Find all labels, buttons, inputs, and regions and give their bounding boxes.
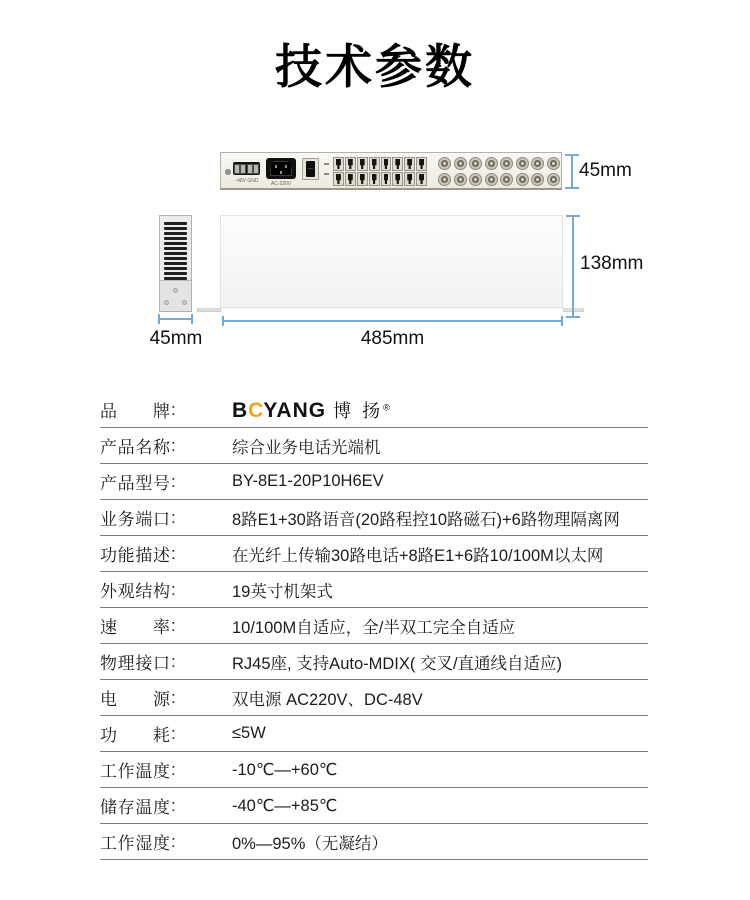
side-width-dimension [158,318,193,320]
spec-row [100,608,648,644]
spec-row [100,644,648,680]
vent-slot [164,272,187,275]
spec-row [100,572,648,608]
spec-label: 产品型号 [100,474,170,493]
spec-value: 0%—95%（无凝结） [232,834,388,853]
spec-colon: : [171,543,176,563]
vent-slot [164,237,187,240]
rj45-port [345,157,356,171]
spec-colon: : [171,795,176,815]
spec-colon: : [171,471,176,491]
rj45-port [369,172,380,186]
indicator-mark [324,163,329,165]
front-height-dimension [571,154,573,189]
mounting-ear [197,308,221,312]
rj45-port [381,157,392,171]
vent-slot [164,257,187,260]
spec-value: ≤5W [232,724,266,742]
bnc-connector [485,157,498,170]
spec-row [100,392,648,428]
screw-hole [182,300,187,305]
rj45-port [357,157,368,171]
spec-colon: : [171,399,176,419]
vent-slot [164,242,187,245]
top-width-label: 485mm [360,328,425,349]
brand-logo-b: B [232,398,249,422]
spec-row [100,500,648,536]
page-title: 技术参数 [275,40,475,93]
vent-slot [164,252,187,255]
spec-value: 在光纤上传输30路电话+8路E1+6路10/100M以太网 [232,546,604,565]
spec-colon: : [171,723,176,743]
bnc-connector [531,157,544,170]
spec-value: 19英寸机架式 [232,582,333,601]
spec-row [100,752,648,788]
bnc-connector [547,157,560,170]
spec-row [100,464,648,500]
spec-label: 工作湿度 [100,834,170,853]
side-width-label: 45mm [149,328,203,349]
rj45-port [416,157,427,171]
spec-value: BY-8E1-20P10H6EV [232,472,384,490]
screw-hole [164,300,169,305]
spec-row [100,788,648,824]
vent-slot [164,247,187,250]
brand-logo-chinese: 博 扬 [333,400,384,421]
bnc-connector [438,157,451,170]
bnc-connector [500,157,513,170]
bnc-connector [469,173,482,186]
device-front-view [220,152,562,190]
top-height-label: 138mm [580,253,644,274]
bnc-connector [547,173,560,186]
brand-registered-mark: ® [383,402,390,412]
bnc-connector [454,157,467,170]
top-width-dimension [222,320,563,322]
indicator-mark [324,173,329,175]
power-switch [302,158,319,180]
bnc-connector [454,173,467,186]
spec-row [100,824,648,860]
front-height-label: 45mm [579,160,632,181]
rj45-port [333,172,344,186]
spec-label: 储存温度 [100,798,170,817]
device-top-view [220,215,563,308]
bnc-connector [516,157,529,170]
spec-colon: : [171,579,176,599]
bnc-connector [516,173,529,186]
spec-label: 产品名称 [100,438,170,457]
bnc-connector [438,173,451,186]
ac-inlet [266,158,296,179]
ac-inlet-label: AC-220V [270,181,292,187]
rj45-port-block [333,157,427,186]
dc-terminal-block [233,162,260,175]
vent-slot [164,267,187,270]
spec-colon: : [171,687,176,707]
spec-colon: : [171,435,176,455]
spec-row [100,536,648,572]
vent-slot [164,262,187,265]
spec-value: 综合业务电话光端机 [232,438,381,457]
bnc-connector [469,157,482,170]
spec-label: 外观结构 [100,582,170,601]
spec-label: 功耗 [100,726,170,745]
screw [225,169,231,175]
spec-label: 电源 [100,690,170,709]
rj45-port [416,172,427,186]
vent-slot [164,222,187,225]
vent-slot [164,227,187,230]
spec-label: 业务端口 [100,510,170,529]
device-side-view [159,215,192,312]
brand-logo [232,397,390,423]
spec-value: -40℃—+85℃ [232,796,338,815]
spec-colon: : [171,759,176,779]
mounting-plate [160,280,191,311]
spec-label: 速率 [100,618,170,637]
rj45-port [345,172,356,186]
top-height-dimension [572,215,574,318]
bnc-connector [531,173,544,186]
spec-label: 功能描述 [100,546,170,565]
spec-colon: : [171,831,176,851]
rj45-port [381,172,392,186]
vent-slots [164,222,187,282]
rj45-port [369,157,380,171]
spec-colon: : [171,651,176,671]
brand-logo-o: C [248,398,264,422]
rj45-port [357,172,368,186]
rj45-port [404,157,415,171]
spec-colon: : [171,615,176,635]
bnc-connector [500,173,513,186]
spec-row [100,716,648,752]
rj45-port [392,157,403,171]
dc-terminal-label: -48V GND [235,178,259,184]
brand-logo-yang: YANG [263,398,327,422]
spec-table [100,392,648,860]
rj45-port [392,172,403,186]
spec-colon: : [171,507,176,527]
bnc-connector-block [437,156,561,187]
screw-hole [173,288,178,293]
spec-value: 8路E1+30路语音(20路程控10路磁石)+6路物理隔离网 [232,510,620,529]
rj45-port [333,157,344,171]
rj45-port [404,172,415,186]
spec-value: RJ45座, 支持Auto-MDIX( 交叉/直通线自适应) [232,654,563,673]
spec-label: 物理接口 [100,654,170,673]
spec-row [100,428,648,464]
spec-value: -10℃—+60℃ [232,760,338,779]
spec-row [100,680,648,716]
spec-value: 双电源 AC220V、DC-48V [232,690,423,709]
spec-label: 品牌 [100,402,170,421]
spec-value: 10/100M自适应，全/半双工完全自适应 [232,618,516,637]
vent-slot [164,232,187,235]
spec-label: 工作温度 [100,762,170,781]
bnc-connector [485,173,498,186]
